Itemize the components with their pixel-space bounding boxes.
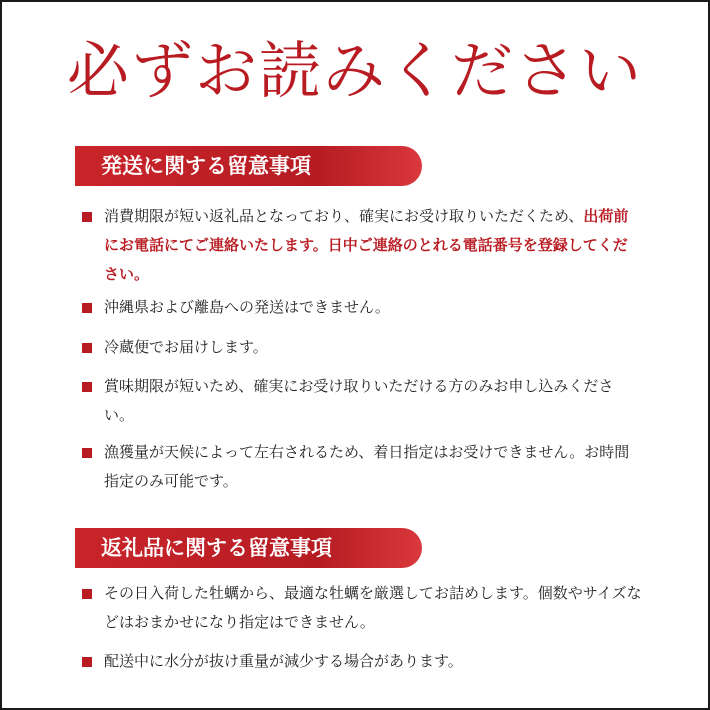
square-bullet-icon	[82, 303, 92, 313]
section-header-shipping: 発送に関する留意事項	[75, 146, 422, 186]
item-text	[82, 202, 642, 289]
item-text-emphasis: 出荷前にお電話にてご連絡いたします。日中ご連絡のとれる電話番号を登録してください。	[104, 207, 629, 283]
item-text: その日入荷した牡蠣から、最適な牡蠣を厳選してお詰めします。個数やサイズなどはおまかせになり指定はできません。	[104, 584, 642, 631]
square-bullet-icon	[82, 589, 92, 599]
square-bullet-icon	[82, 212, 92, 222]
square-bullet-icon	[82, 382, 92, 392]
item-text: 沖縄県および離島への発送はできません。	[104, 298, 390, 316]
item-text: 配送中に水分が抜け重量が減少する場合があります。	[104, 652, 463, 670]
list-item	[82, 293, 642, 322]
item-text: 漁獲量が天候によって左右されるため、着日指定はお受けできません。お時間指定のみ可能です。	[104, 443, 630, 490]
page-title: 必ずお読みください	[66, 34, 643, 107]
list-item	[82, 647, 642, 676]
section-header-gift: 返礼品に関する留意事項	[75, 528, 422, 568]
item-text-plain: 消費期限が短い返礼品となっており、確実にお受け取りいただくため、	[104, 207, 584, 225]
square-bullet-icon	[82, 448, 92, 458]
square-bullet-icon	[82, 343, 92, 353]
list-item	[82, 333, 642, 362]
list-item	[82, 372, 642, 430]
square-bullet-icon	[82, 657, 92, 667]
list-item	[82, 202, 642, 289]
item-text: 冷蔵便でお届けします。	[104, 338, 268, 356]
item-text: 賞味期限が短いため、確実にお受け取りいただける方のみお申し込みください。	[104, 377, 614, 424]
list-item	[82, 579, 642, 637]
list-item	[82, 438, 642, 496]
